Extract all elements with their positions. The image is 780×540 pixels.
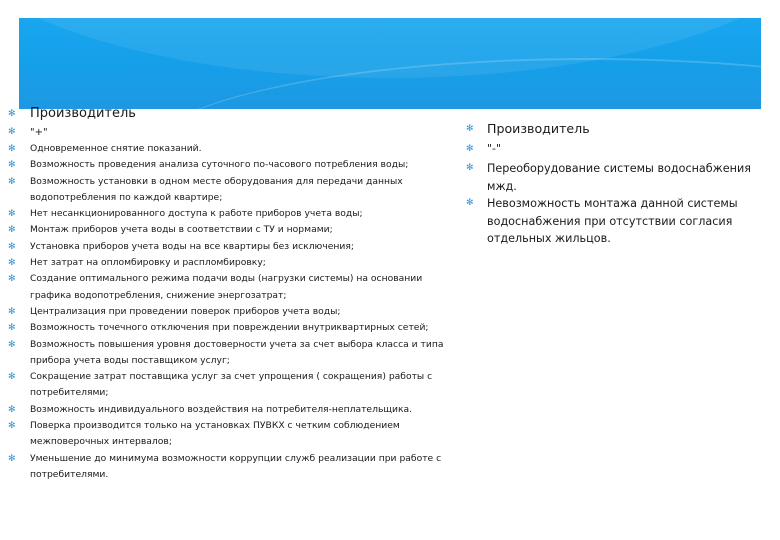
header-banner	[19, 18, 761, 109]
bullet-icon: ✻	[8, 306, 16, 317]
pros-list-item	[8, 271, 460, 304]
bullet-icon: ✻	[8, 127, 16, 137]
pros-list-item	[8, 369, 460, 402]
pros-list-item-text: Нет затрат на опломбировку и распломбировку;	[30, 257, 266, 269]
pros-list-item	[8, 206, 460, 222]
cons-list-item	[466, 160, 776, 195]
pros-list-item	[8, 451, 460, 484]
bullet-icon: ✻	[8, 404, 16, 415]
pros-sign	[8, 125, 460, 140]
bullet-icon: ✻	[8, 453, 16, 464]
pros-list-item	[8, 141, 460, 157]
bullet-icon: ✻	[8, 339, 16, 350]
pros-list-item	[8, 239, 460, 255]
bullet-icon: ✻	[8, 225, 16, 236]
pros-list-item	[8, 337, 460, 370]
pros-list-item	[8, 402, 460, 418]
pros-list-item-text: Возможность точечного отключения при повреждении внутриквартирных сетей;	[30, 322, 429, 334]
bullet-icon: ✻	[466, 124, 474, 134]
pros-list-item	[8, 255, 460, 271]
pros-list-item-text: Нет несанкционированного доступа к работе приборов учета воды;	[30, 208, 363, 220]
bullet-icon: ✻	[8, 258, 16, 269]
pros-list-item-text: Монтаж приборов учета воды в соответствии с ТУ и нормами;	[30, 224, 333, 236]
pros-sign-text: "+"	[30, 127, 48, 138]
pros-list-item-text: Возможность установки в одном месте оборудования для передачи данных водопотребления по каждой квартире;	[30, 175, 403, 203]
cons-heading	[466, 118, 776, 140]
bullet-icon: ✻	[8, 109, 16, 119]
bullet-icon: ✻	[466, 163, 474, 173]
bullet-icon: ✻	[8, 176, 16, 187]
pros-heading	[8, 104, 460, 124]
bullet-icon: ✻	[466, 198, 474, 208]
pros-list-item-text: Возможность проведения анализа суточного по-часового потребления воды;	[30, 159, 409, 171]
pros-list-item-text: Создание оптимального режима подачи воды (нагрузки системы) на основании графика водопотребления, снижение энергозатрат;	[30, 273, 423, 301]
bullet-icon: ✻	[8, 372, 16, 383]
pros-list-item	[8, 320, 460, 336]
bullet-icon: ✻	[8, 421, 16, 432]
pros-list	[8, 141, 460, 483]
cons-list-item	[466, 195, 776, 248]
pros-list-item-text: Поверка производится только на установках ПУВКХ с четким соблюдением межповерочных интервалов;	[30, 420, 400, 448]
pros-list-item-text: Возможность индивидуального воздействия на потребителя-неплательщика.	[30, 403, 413, 415]
cons-list	[466, 160, 776, 248]
cons-sign	[466, 140, 776, 158]
bullet-icon: ✻	[466, 144, 474, 154]
pros-list-item	[8, 222, 460, 238]
cons-list-item-text: Невозможность монтажа данной системы водоснабжения при отсутствии согласия отдельных жильцов.	[487, 197, 738, 245]
pros-list-item-text: Возможность повышения уровня достоверности учета за счет выбора класса и типа прибора учета воды поставщиком услуг;	[30, 338, 444, 366]
bullet-icon: ✻	[8, 241, 16, 252]
pros-list-item	[8, 418, 460, 451]
cons-heading-text: Производитель	[487, 121, 590, 136]
pros-list-item-text: Одновременное снятие показаний.	[30, 143, 202, 154]
cons-list-item-text: Переоборудование системы водоснабжения мжд.	[487, 162, 751, 193]
bullet-icon: ✻	[8, 209, 16, 220]
bullet-icon: ✻	[8, 323, 16, 334]
pros-list-item-text: Уменьшение до минимума возможности коррупции служб реализации при работе с потребителями.	[30, 452, 442, 480]
bullet-icon: ✻	[8, 144, 16, 154]
producer-cons-column	[466, 118, 776, 248]
pros-list-item	[8, 157, 460, 173]
pros-list-item-text: Централизация при проведении поверок приборов учета воды;	[30, 305, 341, 317]
bullet-icon: ✻	[8, 274, 16, 285]
pros-list-item-text: Сокращение затрат поставщика услуг за счет упрощения ( сокращения) работы с потребителями;	[30, 371, 433, 399]
producer-pros-column	[8, 104, 460, 483]
pros-list-item	[8, 174, 460, 207]
bullet-icon: ✻	[8, 160, 16, 171]
pros-list-item	[8, 304, 460, 320]
cons-sign-text: "-"	[487, 142, 502, 155]
pros-list-item-text: Установка приборов учета воды на все квартиры без исключения;	[30, 240, 354, 252]
pros-heading-text: Производитель	[30, 106, 136, 121]
